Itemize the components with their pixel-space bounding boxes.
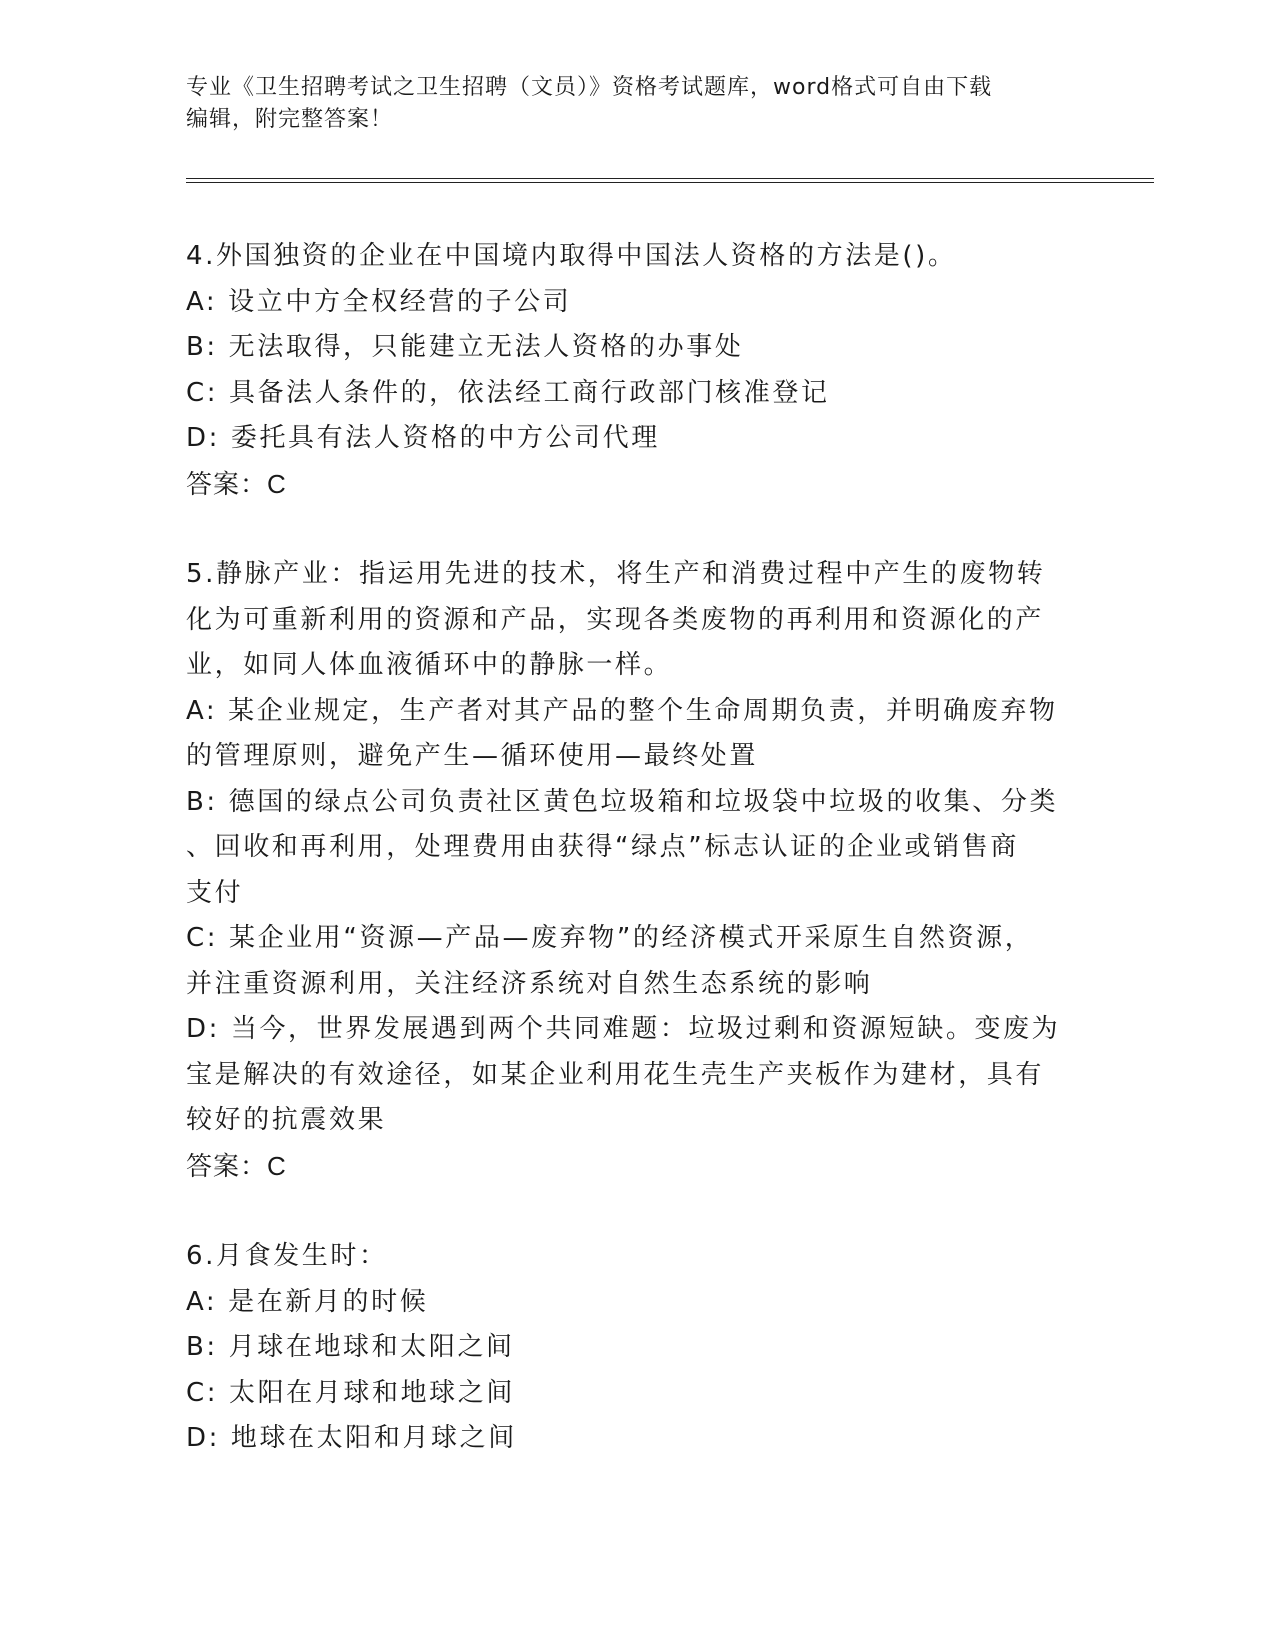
option-line: B: 月球在地球和太阳之间 bbox=[186, 1332, 515, 1362]
option-line: B: 德国的绿点公司负责社区黄色垃圾箱和垃圾袋中垃圾的收集、分类 bbox=[186, 786, 1059, 817]
question-list bbox=[186, 234, 1076, 1462]
option-line: 并注重资源利用，关注经济系统对自然生态系统的影响 bbox=[186, 968, 873, 999]
option-line: 支付 bbox=[186, 877, 244, 908]
option-line: 较好的抗震效果 bbox=[186, 1105, 387, 1135]
answer-line: 答案：C bbox=[186, 1150, 287, 1181]
question-stem-line: 5.静脉产业：指运用先进的技术，将生产和消费过程中产生的废物转 bbox=[186, 559, 1046, 589]
option-line: 宝是解决的有效途径，如某企业利用花生壳生产夹板作为建材，具有 bbox=[186, 1059, 1045, 1090]
header-line-1: 专业《卫生招聘考试之卫生招聘（文员）》资格考试题库，word格式可自由下载 bbox=[186, 75, 993, 100]
option-line: D: 委托具有法人资格的中方公司代理 bbox=[186, 423, 660, 453]
option-line: 的管理原则，避免产生—循环使用—最终处置 bbox=[186, 741, 759, 771]
option-line: B: 无法取得，只能建立无法人资格的办事处 bbox=[186, 332, 744, 362]
option-line: D: 当今，世界发展遇到两个共同难题：垃圾过剩和资源短缺。变废为 bbox=[186, 1014, 1061, 1044]
document-header bbox=[186, 72, 1066, 136]
option-line: A: 是在新月的时候 bbox=[186, 1286, 429, 1317]
option-line: A: 某企业规定，生产者对其产品的整个生命周期负责，并明确废弃物 bbox=[186, 695, 1058, 726]
question-stem-line: 4.外国独资的企业在中国境内取得中国法人资格的方法是()。 bbox=[186, 241, 957, 271]
option-line: A: 设立中方全权经营的子公司 bbox=[186, 286, 572, 317]
option-line: C: 具备法人条件的，依法经工商行政部门核准登记 bbox=[186, 377, 830, 408]
question-block bbox=[186, 552, 1076, 1189]
header-line-2: 编辑，附完整答案！ bbox=[186, 107, 394, 132]
option-line: 、回收和再利用，处理费用由获得“绿点”标志认证的企业或销售商 bbox=[186, 832, 1019, 862]
option-line: D: 地球在太阳和月球之间 bbox=[186, 1423, 517, 1453]
header-divider bbox=[186, 178, 1154, 183]
option-line: C: 某企业用“资源—产品—废弃物”的经济模式开采原生自然资源， bbox=[186, 923, 1034, 953]
question-stem-line: 6.月食发生时： bbox=[186, 1241, 388, 1271]
option-line: C: 太阳在月球和地球之间 bbox=[186, 1377, 515, 1408]
question-block bbox=[186, 234, 1076, 507]
question-block bbox=[186, 1234, 1076, 1462]
question-stem-line: 化为可重新利用的资源和产品，实现各类废物的再利用和资源化的产 bbox=[186, 604, 1045, 635]
answer-line: 答案：C bbox=[186, 468, 287, 499]
question-stem-line: 业，如同人体血液循环中的静脉一样。 bbox=[186, 650, 673, 680]
